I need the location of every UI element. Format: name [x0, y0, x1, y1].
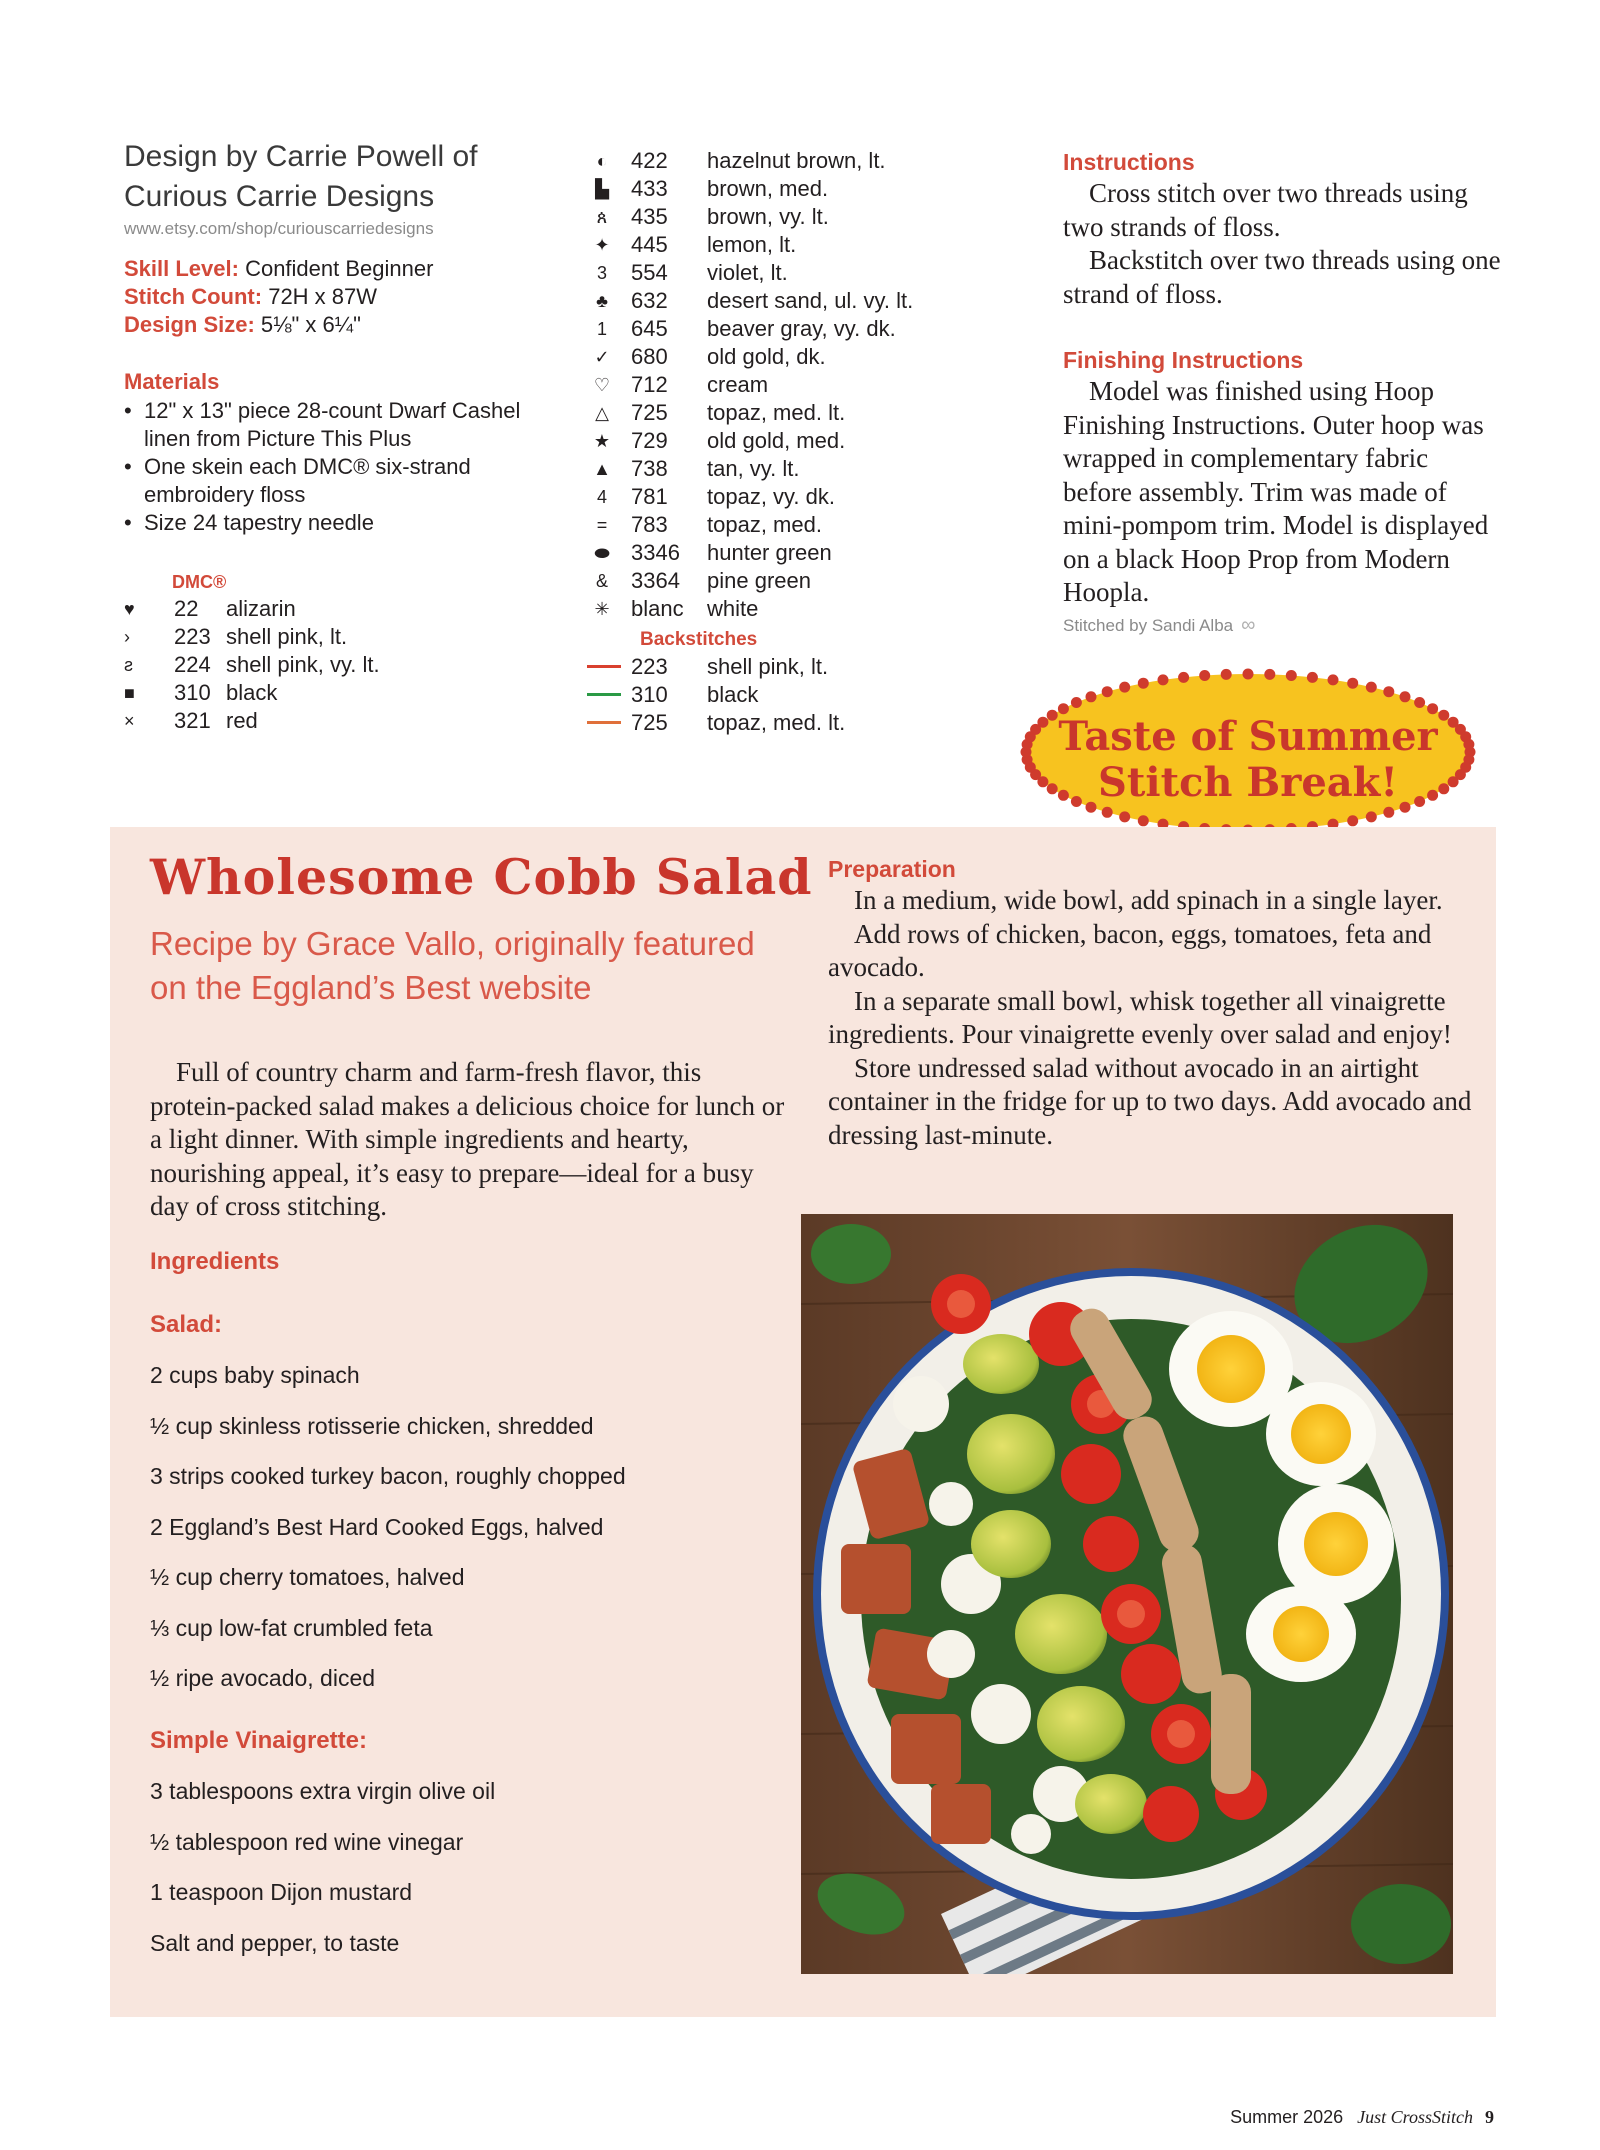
- magazine-name: Just CrossStitch: [1357, 2107, 1473, 2127]
- material-item: • Size 24 tapestry needle: [124, 509, 564, 537]
- floss-row: [587, 399, 987, 427]
- preparation-step: Add rows of chicken, bacon, eggs, tomatoes, feta and avocado.: [828, 918, 1432, 982]
- floss-name: tan, vy. lt.: [707, 456, 800, 481]
- floss-name: topaz, med. lt.: [707, 400, 846, 425]
- cobb-salad-photo: [801, 1214, 1453, 1974]
- floss-number: 554: [631, 260, 668, 285]
- floss-number: 223: [174, 624, 211, 649]
- floss-symbol-icon: 1: [596, 319, 607, 339]
- badge-dot: [1158, 674, 1169, 685]
- floss-row: [587, 203, 987, 231]
- floss-name: alizarin: [226, 596, 296, 621]
- floss-name: hunter green: [707, 540, 832, 565]
- ingredient-item: 2 cups baby spinach: [150, 1362, 360, 1388]
- preparation-step: Store undressed salad without avocado in an airtight container in the fridge for up to two days. Add avocado and dressing last-minute.: [828, 1052, 1472, 1150]
- floss-row: [124, 707, 564, 735]
- floss-name: brown, med.: [707, 176, 829, 201]
- instructions-body: [1063, 177, 1503, 311]
- floss-name: lemon, lt.: [707, 232, 797, 257]
- backstitch-line-icon: [587, 653, 617, 681]
- floss-row: [587, 231, 987, 259]
- spinach-leaf: [811, 1224, 891, 1284]
- design-size-value: 5⅛" x 6¼": [254, 312, 361, 337]
- floss-number: blanc: [631, 596, 684, 621]
- floss-row: [587, 315, 987, 343]
- design-info-column: [124, 137, 564, 735]
- floss-symbol-icon: 4: [596, 487, 607, 507]
- badge-text: [1018, 714, 1478, 806]
- floss-number: 422: [631, 148, 668, 173]
- floss-row: [587, 653, 987, 681]
- badge-dot: [1199, 670, 1210, 681]
- floss-row: [124, 651, 564, 679]
- badge-dot: [1400, 691, 1411, 702]
- preparation-section: [828, 854, 1488, 1152]
- floss-row: [587, 681, 987, 709]
- floss-row: [587, 147, 987, 175]
- badge-dot: [1307, 672, 1318, 683]
- ingredient-item: Salt and pepper, to taste: [150, 1929, 400, 1956]
- designer-line-1: Design by Carrie Powell of: [124, 140, 478, 173]
- badge-dot: [1264, 669, 1275, 680]
- backstitch-line-icon: [587, 709, 617, 737]
- design-size-label: Design Size:: [124, 312, 255, 337]
- floss-number: 435: [631, 204, 668, 229]
- floss-number: 680: [631, 344, 668, 369]
- floss-number: 632: [631, 288, 668, 313]
- floss-name: red: [226, 708, 258, 733]
- floss-number: 321: [174, 708, 211, 733]
- floss-number: 224: [174, 652, 211, 677]
- badge-dot: [1366, 682, 1377, 693]
- stitch-count-value: 72H x 87W: [262, 284, 378, 309]
- floss-number: 781: [631, 484, 668, 509]
- floss-symbol-icon: ›: [124, 627, 130, 647]
- floss-name: hazelnut brown, lt.: [707, 148, 886, 173]
- badge-dot: [1138, 815, 1149, 826]
- material-item: • 12" x 13" piece 28-count Dwarf Cashel linen from Picture This Plus: [124, 397, 564, 453]
- recipe-byline: Recipe by Grace Vallo, originally featured on the Eggland’s Best website: [150, 925, 755, 1006]
- floss-symbol-icon: ★: [593, 431, 611, 451]
- floss-name: shell pink, lt.: [226, 624, 348, 649]
- floss-row: [587, 567, 987, 595]
- preparation-step: In a medium, wide bowl, add spinach in a single layer.: [854, 885, 1443, 915]
- ingredient-item: ½ ripe avocado, diced: [150, 1665, 376, 1691]
- floss-symbol-icon: ጰ: [596, 207, 608, 227]
- instructions-heading: Instructions: [1063, 149, 1195, 175]
- ingredients-heading: Ingredients: [150, 1248, 280, 1275]
- materials-list: [124, 397, 564, 537]
- recipe-intro: [150, 1056, 790, 1224]
- floss-name: topaz, med. lt.: [707, 710, 846, 735]
- badge-dot: [1383, 807, 1394, 818]
- badge-dot: [1119, 682, 1130, 693]
- instructions-paragraph: Backstitch over two threads using one strand of floss.: [1063, 245, 1501, 309]
- floss-name: brown, vy. lt.: [707, 204, 829, 229]
- backstitch-color-line: [587, 721, 621, 724]
- badge-dot: [1178, 672, 1189, 683]
- floss-number: 729: [631, 428, 668, 453]
- floss-name: desert sand, ul. vy. lt.: [707, 288, 914, 313]
- floss-symbol-icon: ▙: [595, 179, 609, 199]
- floss-row: [587, 709, 987, 737]
- ingredient-item: ½ cup skinless rotisserie chicken, shredded: [150, 1412, 594, 1439]
- floss-name: old gold, med.: [707, 428, 846, 453]
- salad-illustration: [801, 1214, 1453, 1974]
- floss-number: 223: [631, 654, 668, 679]
- floss-name: black: [707, 682, 759, 707]
- floss-name: old gold, dk.: [707, 344, 826, 369]
- ingredient-item: ½ tablespoon red wine vinegar: [150, 1828, 464, 1855]
- floss-number: 738: [631, 456, 668, 481]
- backstitch-line-icon: [587, 681, 617, 709]
- floss-name: black: [226, 680, 278, 705]
- floss-number: 3346: [631, 540, 680, 565]
- ingredient-item: 3 tablespoons extra virgin olive oil: [150, 1778, 496, 1804]
- skill-value: Confident Beginner: [238, 256, 434, 281]
- finishing-heading: Finishing Instructions: [1063, 347, 1304, 373]
- finishing-paragraph: Model was finished using Hoop Finishing Instructions. Outer hoop was wrapped in complementary fabric before assembly. Trim was made of mini-pompom trim. Model is displayed on a black Hoop Prop from Modern Hoopla.: [1063, 376, 1489, 607]
- finishing-body: [1063, 375, 1503, 610]
- floss-row: [587, 539, 987, 567]
- floss-number: 725: [631, 400, 668, 425]
- page-footer: [1230, 2107, 1494, 2128]
- vinaigrette-heading: Simple Vinaigrette:: [150, 1727, 367, 1754]
- floss-row: [587, 455, 987, 483]
- preparation-body: [828, 884, 1488, 1152]
- badge-dot: [1138, 678, 1149, 689]
- backstitch-color-line: [587, 693, 621, 696]
- floss-number: 712: [631, 372, 668, 397]
- floss-number: 445: [631, 232, 668, 257]
- floss-name: shell pink, lt.: [707, 654, 829, 679]
- floss-symbol-icon: ✓: [594, 347, 610, 367]
- design-meta: [124, 255, 564, 339]
- floss-number: 725: [631, 710, 668, 735]
- designer-url[interactable]: www.etsy.com/shop/curiouscarriedesigns: [124, 219, 434, 238]
- skill-label: Skill Level:: [124, 256, 239, 281]
- floss-row: [124, 679, 564, 707]
- floss-number: 22: [174, 596, 199, 621]
- floss-number: 310: [174, 680, 211, 705]
- badge-dot: [1086, 691, 1097, 702]
- floss-row: [587, 343, 987, 371]
- badge-dot: [1071, 697, 1082, 708]
- floss-name: shell pink, vy. lt.: [226, 652, 380, 677]
- badge-dot: [1414, 697, 1425, 708]
- material-item: • One skein each DMC® six-strand embroidery floss: [124, 453, 564, 509]
- floss-row: [587, 427, 987, 455]
- floss-key-column-1: [124, 595, 564, 735]
- floss-row: [587, 287, 987, 315]
- ingredient-item: 2 Eggland’s Best Hard Cooked Eggs, halved: [150, 1513, 604, 1540]
- stitch-count-label: Stitch Count:: [124, 284, 263, 309]
- floss-symbol-icon: ◐: [596, 151, 608, 171]
- stitch-break-badge: [1018, 668, 1478, 836]
- stitched-by-text: Stitched by Sandi Alba: [1063, 615, 1234, 635]
- floss-name: white: [707, 596, 759, 621]
- floss-row: [124, 595, 564, 623]
- floss-symbol-icon: ■: [124, 683, 135, 703]
- badge-dot: [1221, 669, 1232, 680]
- floss-name: violet, lt.: [707, 260, 788, 285]
- floss-symbol-icon: ×: [124, 711, 135, 731]
- floss-symbol-icon: ♥: [124, 599, 135, 619]
- preparation-step: In a separate small bowl, whisk together all vinaigrette ingredients. Pour vinaigrette evenly over salad and enjoy!: [828, 985, 1452, 1049]
- floss-row: [587, 371, 987, 399]
- recipe-intro-paragraph: Full of country charm and farm-fresh flavor, this protein-packed salad makes a delicious choice for lunch or a light dinner. With simple ingredients and hearty, nourishing appeal, it’s easy to prepare—ideal for a busy day of cross stitching.: [150, 1057, 785, 1221]
- floss-symbol-icon: ✳: [594, 599, 610, 619]
- badge-dot: [1383, 686, 1394, 697]
- floss-key-list: [587, 147, 987, 623]
- floss-number: 783: [631, 512, 668, 537]
- floss-symbol-icon: ♣: [596, 291, 608, 311]
- instructions-paragraph: Cross stitch over two threads using two strands of floss.: [1063, 178, 1468, 242]
- recipe-title: Wholesome Cobb Salad: [150, 848, 813, 906]
- floss-symbol-icon: ✦: [594, 235, 610, 255]
- badge-dot: [1243, 669, 1254, 680]
- backstitch-list: [587, 653, 987, 737]
- floss-row: [587, 483, 987, 511]
- floss-symbol-icon: &: [595, 571, 608, 591]
- floss-row: [587, 511, 987, 539]
- floss-number: 310: [631, 682, 668, 707]
- backstitch-color-line: [587, 665, 621, 668]
- badge-dot: [1347, 678, 1358, 689]
- issue-label: Summer 2026: [1230, 2107, 1344, 2127]
- floss-row: [587, 175, 987, 203]
- preparation-heading: Preparation: [828, 856, 956, 882]
- ingredient-item: 1 teaspoon Dijon mustard: [150, 1879, 413, 1905]
- floss-name: pine green: [707, 568, 811, 593]
- floss-name: topaz, vy. dk.: [707, 484, 835, 509]
- floss-key-column-2: [587, 147, 987, 737]
- page-number: 9: [1485, 2107, 1494, 2127]
- floss-number: 433: [631, 176, 668, 201]
- materials-heading: Materials: [124, 369, 220, 394]
- badge-dot: [1366, 811, 1377, 822]
- floss-symbol-icon: 3: [596, 263, 607, 283]
- stitched-by-credit: [1063, 614, 1503, 637]
- badge-dot: [1347, 815, 1358, 826]
- floss-symbol-icon: ƨ: [124, 655, 133, 675]
- ingredient-item: ½ cup cherry tomatoes, halved: [150, 1564, 465, 1590]
- floss-name: beaver gray, vy. dk.: [707, 316, 896, 341]
- ingredient-item: 3 strips cooked turkey bacon, roughly chopped: [150, 1463, 626, 1489]
- floss-row: [587, 259, 987, 287]
- floss-symbol-icon: ♡: [593, 375, 611, 395]
- floss-row: [124, 623, 564, 651]
- badge-dot: [1102, 807, 1113, 818]
- badge-dot: [1286, 670, 1297, 681]
- badge-line-1: Taste of Summer: [1058, 713, 1438, 760]
- badge-dot: [1328, 674, 1339, 685]
- ingredient-item: ⅓ cup low-fat crumbled feta: [150, 1614, 433, 1641]
- spinach-leaf: [1351, 1884, 1451, 1964]
- piggy-logo-icon: ∞: [1241, 613, 1256, 636]
- badge-dot: [1119, 811, 1130, 822]
- floss-number: 645: [631, 316, 668, 341]
- salad-heading: Salad:: [150, 1311, 223, 1338]
- badge-line-2: Stitch Break!: [1098, 759, 1398, 806]
- backstitch-heading: Backstitches: [640, 629, 758, 650]
- dmc-heading: DMC®: [172, 572, 227, 592]
- floss-number: 3364: [631, 568, 680, 593]
- floss-symbol-icon: =: [596, 515, 608, 535]
- floss-name: topaz, med.: [707, 512, 822, 537]
- floss-symbol-icon: ⬬: [594, 543, 610, 563]
- floss-row: [587, 595, 987, 623]
- designer-line-2: Curious Carrie Designs: [124, 180, 435, 213]
- badge-dot: [1102, 686, 1113, 697]
- floss-name: cream: [707, 372, 769, 397]
- floss-symbol-icon: ▲: [593, 459, 611, 479]
- instructions-column: [1063, 147, 1503, 637]
- floss-symbol-icon: △: [595, 403, 609, 423]
